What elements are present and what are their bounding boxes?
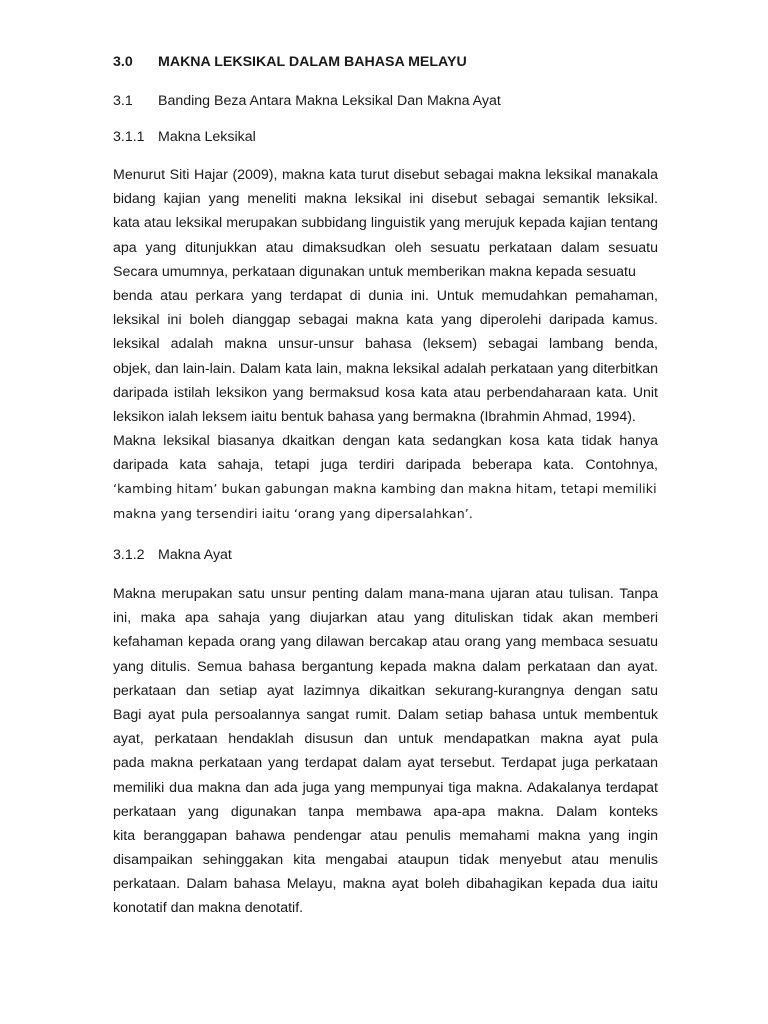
paragraph-line: Bagi ayat pula persoalannya sangat rumit. Dalam setiap bahasa untuk membentuk	[113, 706, 658, 723]
paragraph-line: disampaikan sehinggakan kita mengabai ataupun tidak menyebut atau menulis	[113, 852, 658, 869]
paragraph-line: bidang kajian yang meneliti makna leksikal ini disebut sebagai semantik leksikal.	[113, 191, 658, 208]
paragraph-line: perkataan yang digunakan tanpa membawa apa-apa makna. Dalam konteks	[113, 803, 658, 820]
paragraph-line: objek, dan lain-lain. Dalam kata lain, makna leksikal adalah perkataan yang diterbitkan	[113, 360, 658, 377]
section-number: 3.1	[113, 93, 133, 109]
paragraph-line: leksikon ialah leksem iaitu bentuk bahasa yang bermakna (Ibrahmin Ahmad, 1994).	[113, 408, 636, 425]
paragraph-line: apa yang ditunjukkan atau dimaksudkan oleh sesuatu perkataan dalam sesuatu	[113, 239, 658, 256]
paragraph-makna-leksikal	[113, 163, 658, 526]
section-title: MAKNA LEKSIKAL DALAM BAHASA MELAYU	[158, 54, 467, 70]
section-number: 3.0	[113, 54, 133, 70]
paragraph-line: Menurut Siti Hajar (2009), makna kata turut disebut sebagai makna leksikal manakala	[113, 167, 658, 183]
paragraph-line: benda atau perkara yang terdapat di dunia ini. Untuk memudahkan pemahaman,	[113, 287, 658, 304]
paragraph-line: ayat, perkataan hendaklah disusun dan untuk mendapatkan makna ayat pula	[113, 731, 658, 748]
paragraph-line: perkataan. Dalam bahasa Melayu, makna ayat boleh dibahagikan kepada dua iaitu	[113, 876, 658, 893]
section-number: 3.1.2	[113, 547, 145, 563]
paragraph-line: Makna merupakan satu unsur penting dalam mana-mana ujaran atau tulisan. Tanpa	[113, 586, 658, 602]
paragraph-line: pada makna perkataan yang terdapat dalam ayat tersebut. Terdapat juga perkataan	[113, 755, 658, 772]
paragraph-line: konotatif dan makna denotatif.	[113, 900, 304, 917]
paragraph-line: Makna leksikal biasanya dkaitkan dengan kata sedangkan kosa kata tidak hanya	[113, 433, 658, 450]
paragraph-line: yang ditulis. Semua bahasa bergantung kepada makna dalam perkataan dan ayat.	[113, 658, 658, 675]
paragraph-makna-ayat	[113, 582, 658, 921]
paragraph-line: perkataan dan setiap ayat lazimnya dikaitkan sekurang-kurangnya dengan satu	[113, 682, 658, 699]
section-title: Banding Beza Antara Makna Leksikal Dan Makna Ayat	[158, 93, 501, 109]
paragraph-line: memiliki dua makna dan ada juga yang mempunyai tiga makna. Adakalanya terdapat	[113, 779, 658, 796]
paragraph-line: ‘kambing hitam’ bukan gabungan makna kambing dan makna hitam, tetapi memiliki	[113, 481, 657, 497]
paragraph-line: Secara umumnya, perkataan digunakan untuk memberikan makna kepada sesuatu	[113, 263, 636, 280]
paragraph-line: daripada istilah leksikon yang bermaksud kosa kata atau perbendaharaan kata. Unit	[113, 384, 658, 401]
section-number: 3.1.1	[113, 129, 145, 145]
paragraph-line: leksikal ini boleh dianggap sebagai makna kata yang diperolehi daripada kamus.	[113, 312, 658, 329]
paragraph-line: ini, maka apa sahaja yang diujarkan atau yang dituliskan tidak akan memberi	[113, 610, 658, 627]
paragraph-line: makna yang tersendiri iaitu ‘orang yang dipersalahkan’.	[113, 505, 473, 521]
paragraph-line: leksikal adalah makna unsur-unsur bahasa (leksem) sebagai lambang benda,	[113, 336, 658, 353]
paragraph-line: kefahaman kepada orang yang dilawan bercakap atau orang yang membaca sesuatu	[113, 634, 658, 651]
paragraph-line: daripada kata sahaja, tetapi juga terdiri daripada beberapa kata. Contohnya,	[113, 457, 658, 474]
paragraph-line: kata atau leksikal merupakan subbidang linguistik yang merujuk kepada kajian tentang	[113, 215, 658, 232]
paragraph-line: kita beranggapan bahawa pendengar atau penulis memahami makna yang ingin	[113, 827, 658, 844]
section-title: Makna Leksikal	[158, 129, 256, 145]
section-title: Makna Ayat	[158, 547, 232, 563]
